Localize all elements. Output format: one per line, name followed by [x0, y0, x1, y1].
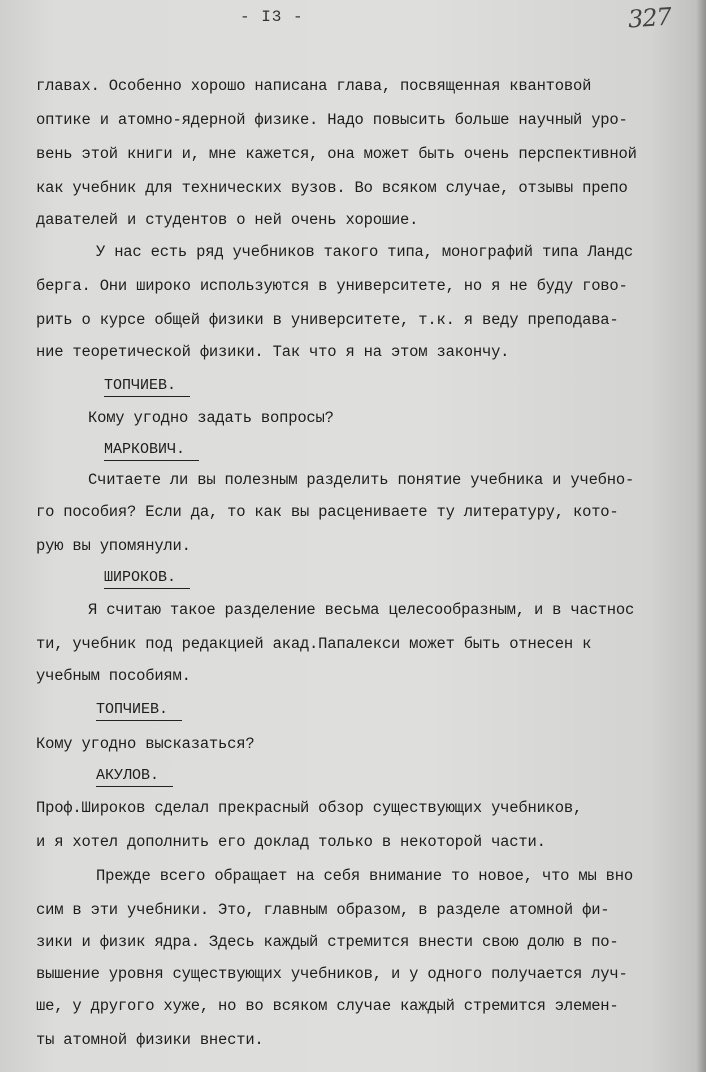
text-line: сим в эти учебники. Это, главным образом, в разделе атомной фи-	[36, 901, 610, 919]
page-number: - I3 -	[240, 8, 304, 26]
text-line: рую вы упомянули.	[36, 537, 191, 555]
text-line: У нас есть ряд учебников такого типа, монографий типа Ландс	[96, 243, 633, 261]
text-line: вень этой книги и, мне кажется, она может быть очень перспективной	[36, 145, 637, 163]
text-line: ты атомной физики внести.	[36, 1031, 264, 1049]
text-line: го пособия? Если да, то как вы расцениваете ту литературу, кото-	[36, 503, 619, 521]
text-line: Кому угодно задать вопросы?	[88, 409, 334, 427]
text-line: рить о курсе общей физики в университете, т.к. я веду преподава-	[36, 311, 619, 329]
text-line: Считаете ли вы полезным разделить понятие учебника и учебно-	[88, 471, 635, 489]
text-line: и я хотел дополнить его доклад только в некоторой части.	[36, 833, 546, 851]
text-line: Кому угодно высказаться?	[36, 735, 255, 753]
text-line: главах. Особенно хорошо написана глава, посвященная квантовой	[36, 77, 592, 95]
speaker-name: ТОПЧИЕВ.	[96, 700, 182, 721]
text-line: берга. Они широко используются в университете, но я не буду гово-	[36, 277, 628, 295]
speaker-name: ШИРОКОВ.	[104, 568, 190, 589]
text-line: ти, учебник под редакцией акад.Папалекси может быть отнесен к	[36, 635, 592, 653]
speaker-name: АКУЛОВ.	[96, 766, 173, 787]
text-line: ше, у другого хуже, но во всяком случае каждый стремится элемен-	[36, 997, 619, 1015]
speaker-name: МАРКОВИЧ.	[104, 440, 199, 461]
text-line: Прежде всего обращает на себя внимание то новое, что мы вно	[96, 867, 633, 885]
text-line: зики и физик ядра. Здесь каждый стремится внести свою долю в по-	[36, 933, 619, 951]
text-line: оптике и атомно-ядерной физике. Надо повысить больше научный уро-	[36, 111, 628, 129]
speaker-name: ТОПЧИЕВ.	[104, 376, 190, 397]
archive-number-handwritten: 327	[627, 2, 672, 34]
text-line: вышение уровня существующих учебников, и у одного получается луч-	[36, 965, 628, 983]
text-line: Проф.Широков сделал прекрасный обзор существующих учебников,	[36, 799, 583, 817]
text-line: ние теоретической физики. Так что я на этом закончу.	[36, 343, 510, 361]
text-line: давателей и студентов о ней очень хорошие.	[36, 211, 419, 229]
page-edge-shadow	[696, 0, 706, 1072]
text-line: Я считаю такое разделение весьма целесообразным, и в частнос	[88, 601, 635, 619]
text-line: как учебник для технических вузов. Во всяком случае, отзывы препо	[36, 179, 628, 197]
text-line: учебным пособиям.	[36, 667, 191, 685]
